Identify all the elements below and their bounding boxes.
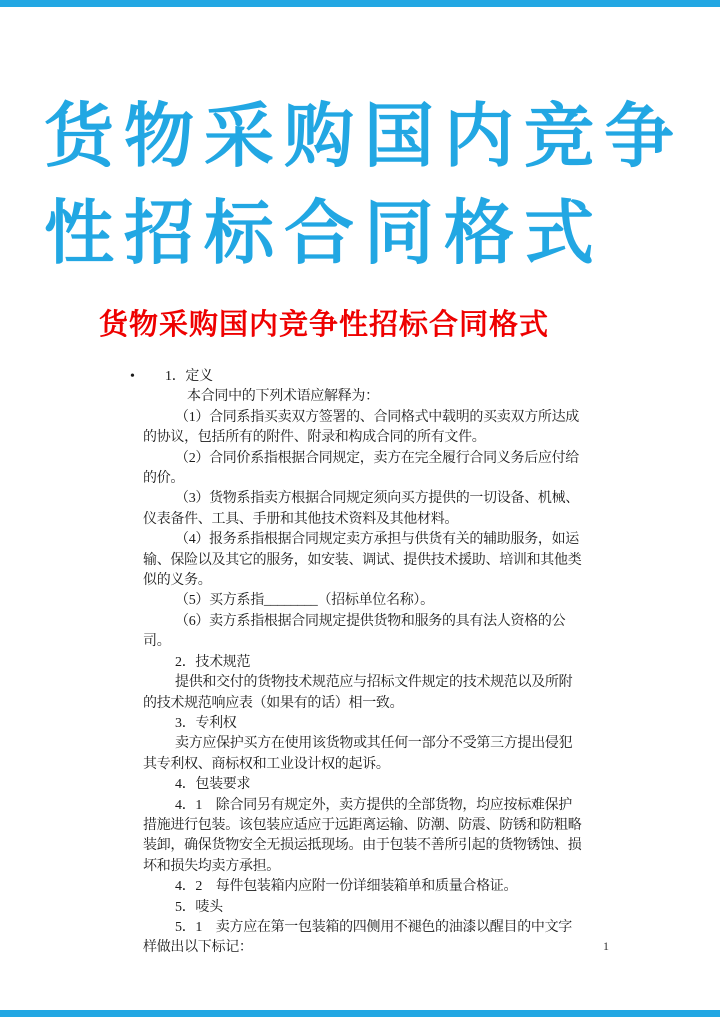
contract-paragraph: 提供和交付的货物技术规范应与招标文件规定的技术规范以及所附的技术规范响应表（如果有的话）相一致。 xyxy=(143,675,573,711)
page-number: 1 xyxy=(603,939,609,953)
bottom-border-bar xyxy=(0,1010,720,1017)
contract-paragraph: 4．2 每件包装箱内应附一份详细装箱单和质量合格证。 xyxy=(175,879,518,895)
contract-paragraph: 卖方应保护买方在使用该货物或其任何一部分不受第三方提出侵犯其专利权、商标权和工业设计权的起诉。 xyxy=(143,736,573,772)
contract-paragraphs xyxy=(143,387,583,958)
contract-paragraph: 2．技术规范 xyxy=(175,654,251,670)
contract-paragraph: （3）货物系指卖方根据合同规定须向买方提供的一切设备、机械、仪表备件、工具、手册和其他技术资料及其他材料。 xyxy=(143,491,579,527)
contract-paragraph: 5．唛头 xyxy=(175,899,223,915)
contract-paragraph: 本合同中的下列术语应解释为： xyxy=(187,389,379,405)
contract-section-title: 货物采购国内竞争性招标合同格式 xyxy=(98,309,549,341)
contract-paragraph: （1）合同系指买卖双方签署的、合同格式中载明的买卖双方所达成的协议，包括所有的附件、附录和构成合同的所有文件。 xyxy=(143,409,579,446)
clause-1-heading: 1．定义 xyxy=(165,369,213,384)
contract-paragraph: 4．1 除合同另有规定外，卖方提供的全部货物，均应按标难保护措施进行包装。该包装应适应于远距离运输、防潮、防震、防锈和防粗略装卸，确保货物安全无损运抵现场。由于包装不善所引起的货物锈蚀、损坏和损失均卖方承担。 xyxy=(143,797,582,874)
list-bullet: • xyxy=(130,369,135,384)
contract-paragraph: （4）报务系指根据合同规定卖方承担与供货有关的辅助服务，如运输、保险以及其它的服务，如安装、调试、提供技术援助、培训和其他类似的义务。 xyxy=(143,532,582,589)
contract-paragraph: 5．1 卖方应在第一包装箱的四侧用不褪色的油漆以醒目的中文字样做出以下标记： xyxy=(143,919,572,956)
contract-paragraph: （5）买方系指________（招标单位名称）。 xyxy=(175,593,434,609)
clause-1-line xyxy=(130,367,586,387)
contract-body xyxy=(130,367,586,959)
contract-paragraph: 3．专利权 xyxy=(175,715,237,731)
contract-paragraph: 4．包装要求 xyxy=(175,777,251,793)
document-title: 货物采购国内竞争性招标合同格式 xyxy=(44,97,684,272)
contract-paragraph: （2）合同价系指根据合同规定，卖方在完全履行合同义务后应付给的价。 xyxy=(143,450,579,487)
top-border-bar xyxy=(0,0,720,7)
contract-paragraph: （6）卖方系指根据合同规定提供货物和服务的具有法人资格的公司。 xyxy=(143,613,566,650)
